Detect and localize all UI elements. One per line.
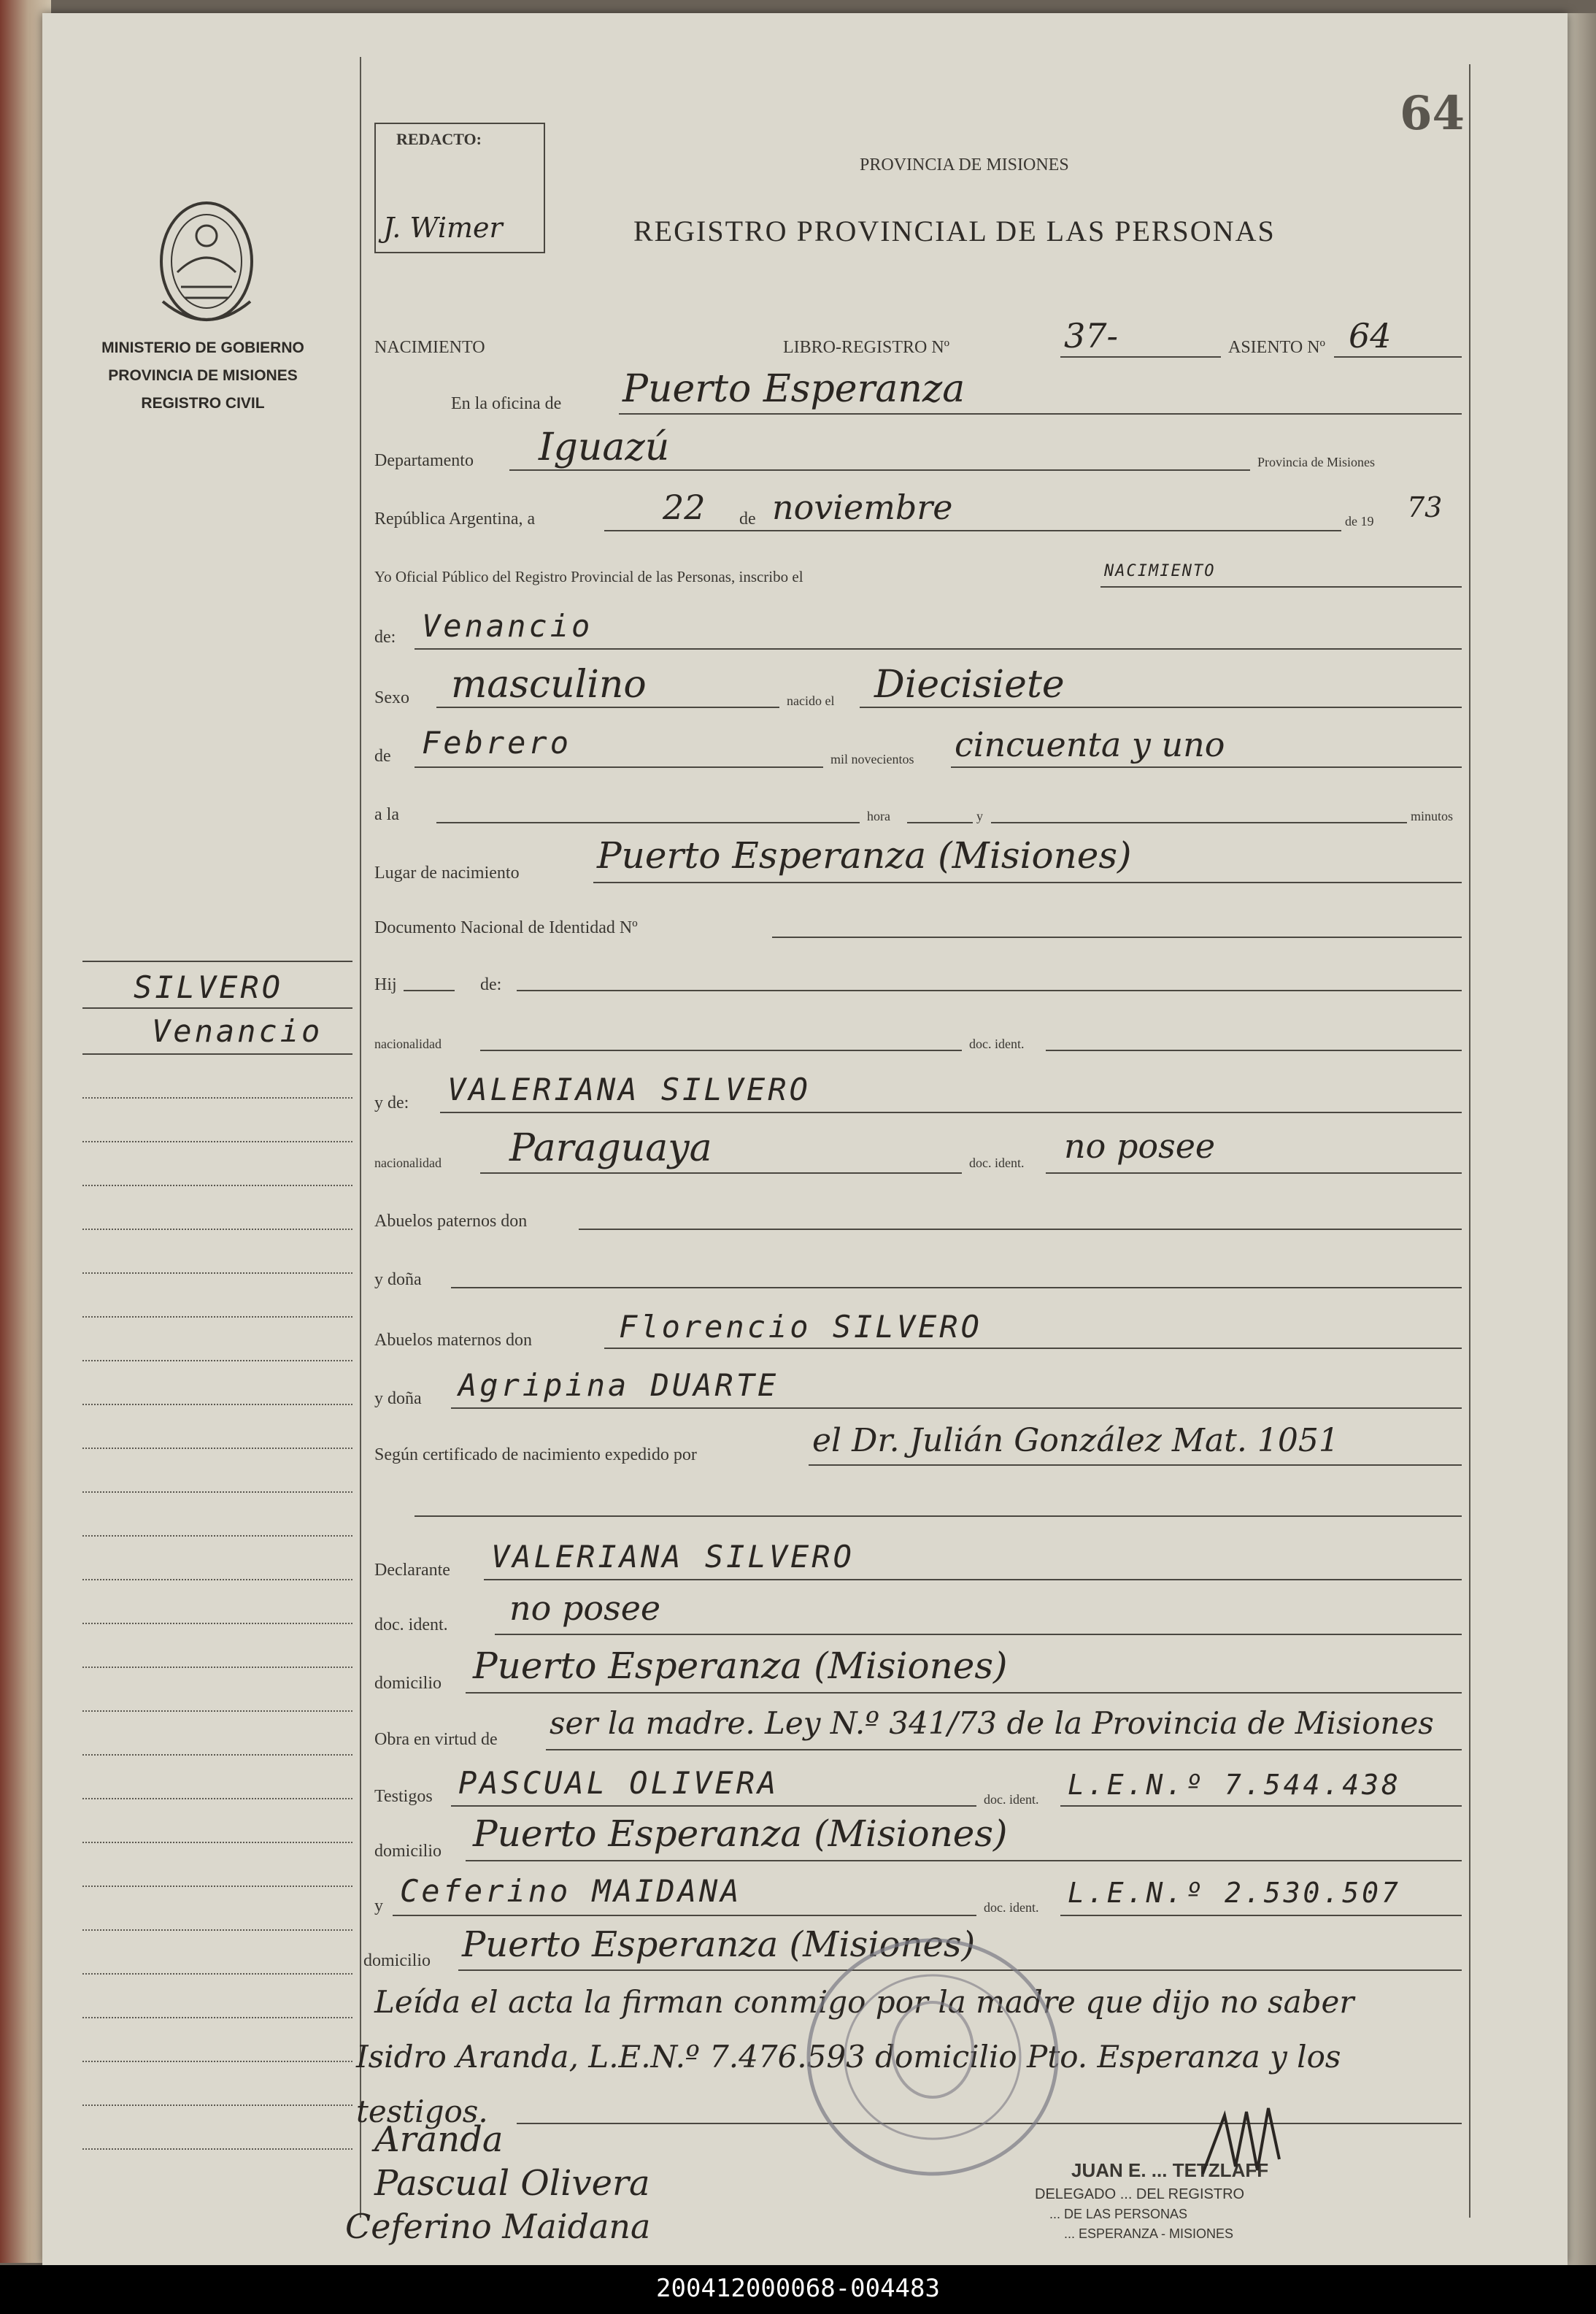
anio-label: de 19 — [1345, 514, 1374, 528]
nacido-label: nacido el — [787, 693, 835, 708]
asiento-label: ASIENTO Nº — [1228, 338, 1325, 357]
doc-ident2-label: doc. ident. — [969, 1156, 1025, 1170]
madre-value: VALERIANA SILVERO — [447, 1072, 811, 1107]
nombre-value: Venancio — [422, 608, 593, 644]
official-name: JUAN E. ... TETZLAFF — [1071, 2159, 1269, 2181]
official-line-3: ... ESPERANZA - MISIONES — [1064, 2226, 1234, 2241]
testigos-label: Testigos — [374, 1787, 433, 1806]
nacido-value: Diecisiete — [874, 663, 1065, 707]
y-de-label: y de: — [374, 1093, 409, 1112]
domicilio-t2-label: domicilio — [363, 1951, 431, 1970]
oficial-value: NACIMIENTO — [1104, 562, 1216, 580]
doc-decl-value: no posee — [509, 1588, 661, 1628]
mil-label: mil novecientos — [830, 752, 914, 766]
page-number: 64 — [1400, 86, 1465, 141]
nota-line-2: Isidro Aranda, L.E.N.º 7.476.593 domicilio Pto. Esperanza y los — [356, 2039, 1341, 2075]
doc-ident-label: doc. ident. — [969, 1037, 1025, 1051]
domicilio-value: Puerto Esperanza (Misiones) — [473, 1645, 1008, 1687]
footer-id: 200412000068-004483 — [656, 2274, 940, 2303]
abuelos-pat-label: Abuelos paternos don — [374, 1212, 528, 1231]
testigo2-value: Ceferino MAIDANA — [400, 1873, 742, 1909]
doc-t1-value: L.E.N.º 7.544.438 — [1068, 1769, 1401, 1801]
lugar-value: Puerto Esperanza (Misiones) — [597, 834, 1132, 877]
redacto-label: REDACTO: — [396, 130, 482, 148]
nacionalidad-madre-value: Paraguaya — [509, 1126, 712, 1170]
anio-value: 73 — [1407, 491, 1443, 523]
departamento-label: Departamento — [374, 451, 474, 470]
official-seal-icon — [794, 1933, 1071, 2181]
certificado-value: el Dr. Julián González Mat. 1051 — [812, 1422, 1339, 1459]
de-name-label: de: — [374, 628, 396, 647]
domicilio-t1-value: Puerto Esperanza (Misiones) — [473, 1813, 1008, 1855]
official-signature-scribble — [1195, 2101, 1298, 2188]
testigo1-value: PASCUAL OLIVERA — [458, 1765, 779, 1801]
doc-madre-value: no posee — [1064, 1126, 1216, 1166]
domicilio-t2-value: Puerto Esperanza (Misiones) — [462, 1924, 976, 1965]
oficial-text: Yo Oficial Público del Registro Provincial de las Personas, inscribo el — [374, 568, 803, 585]
oficina-label: En la oficina de — [451, 394, 562, 413]
hora-label: hora — [867, 809, 890, 823]
sexo-value: masculino — [451, 663, 647, 707]
hijo-de-label: de: — [480, 975, 502, 994]
sidebar-province: PROVINCIA DE MISIONES — [108, 367, 298, 384]
page-edge — [1568, 13, 1596, 2265]
anio-nac-value: cincuenta y uno — [955, 725, 1225, 764]
doc-t2-value: L.E.N.º 2.530.507 — [1068, 1877, 1401, 1909]
signature-2: Pascual Olivera — [374, 2163, 650, 2204]
right-margin-rule — [1469, 64, 1470, 2218]
minutos-label: minutos — [1411, 809, 1454, 823]
sidebar-given-name: Venancio — [152, 1013, 323, 1049]
de-label: de — [739, 510, 756, 528]
provincia-label: Provincia de Misiones — [1257, 455, 1375, 469]
y-dona-label: y doña — [374, 1270, 422, 1289]
nota-line-3: testigos. — [356, 2094, 488, 2129]
de2-label: de — [374, 747, 391, 766]
sidebar-ministry: MINISTERIO DE GOBIERNO — [101, 339, 304, 356]
signature-1: Aranda — [374, 2119, 504, 2160]
sidebar-surname: SILVERO — [134, 969, 284, 1005]
libro-value: 37- — [1064, 316, 1119, 355]
doc-t2-label: doc. ident. — [984, 1900, 1039, 1915]
redacto-box — [374, 123, 545, 253]
official-line-2: ... DE LAS PERSONAS — [1049, 2207, 1188, 2221]
abuela-mat-value: Agripina DUARTE — [458, 1367, 779, 1403]
signature-3: Ceferino Maidana — [345, 2207, 651, 2246]
doc-t1-label: doc. ident. — [984, 1792, 1039, 1807]
mes-nac-value: Febrero — [422, 725, 572, 761]
mes-value: noviembre — [772, 488, 953, 527]
y-label: y — [976, 809, 983, 823]
obra-label: Obra en virtud de — [374, 1730, 498, 1749]
nacionalidad2-label: nacionalidad — [374, 1156, 442, 1170]
redacto-name: J. Wimer — [383, 212, 503, 244]
nota-line-1: Leída el acta la firman conmigo por la madre que dijo no saber — [374, 1984, 1354, 2020]
certificado-label: Según certificado de nacimiento expedido por — [374, 1445, 697, 1464]
oficina-value: Puerto Esperanza — [622, 367, 965, 411]
register-page — [42, 13, 1568, 2265]
sidebar-office: REGISTRO CIVIL — [141, 395, 265, 412]
a-la-label: a la — [374, 805, 399, 824]
y-dona2-label: y doña — [374, 1389, 422, 1408]
republica-label: República Argentina, a — [374, 510, 536, 528]
asiento-value: 64 — [1349, 316, 1392, 355]
header-registry: REGISTRO PROVINCIAL DE LAS PERSONAS — [633, 215, 1276, 247]
abuelo-mat-value: Florencio SILVERO — [619, 1309, 982, 1345]
departamento-value: Iguazú — [539, 426, 670, 469]
declarante-value: VALERIANA SILVERO — [491, 1539, 855, 1575]
hijo-label: Hij — [374, 975, 397, 994]
doc-decl-label: doc. ident. — [374, 1615, 448, 1634]
nacionalidad-label: nacionalidad — [374, 1037, 442, 1051]
domicilio-t1-label: domicilio — [374, 1842, 442, 1861]
obra-value: ser la madre. Ley N.º 341/73 de la Provincia de Misiones — [550, 1705, 1434, 1741]
libro-label: LIBRO-REGISTRO Nº — [783, 338, 950, 357]
coat-of-arms-icon — [148, 192, 265, 331]
header-province: PROVINCIA DE MISIONES — [860, 155, 1069, 174]
domicilio-label: domicilio — [374, 1674, 442, 1693]
dni-label: Documento Nacional de Identidad Nº — [374, 918, 638, 937]
y-t2-label: y — [374, 1896, 383, 1915]
sexo-label: Sexo — [374, 688, 409, 707]
declarante-label: Declarante — [374, 1561, 450, 1580]
dia-value: 22 — [663, 488, 706, 527]
lugar-label: Lugar de nacimiento — [374, 864, 520, 883]
left-margin-rule — [360, 57, 361, 2218]
record-type-label: NACIMIENTO — [374, 338, 485, 357]
official-line-1: DELEGADO ... DEL REGISTRO — [1035, 2186, 1245, 2202]
image-footer — [0, 2265, 1596, 2314]
abuelos-mat-label: Abuelos maternos don — [374, 1331, 532, 1350]
